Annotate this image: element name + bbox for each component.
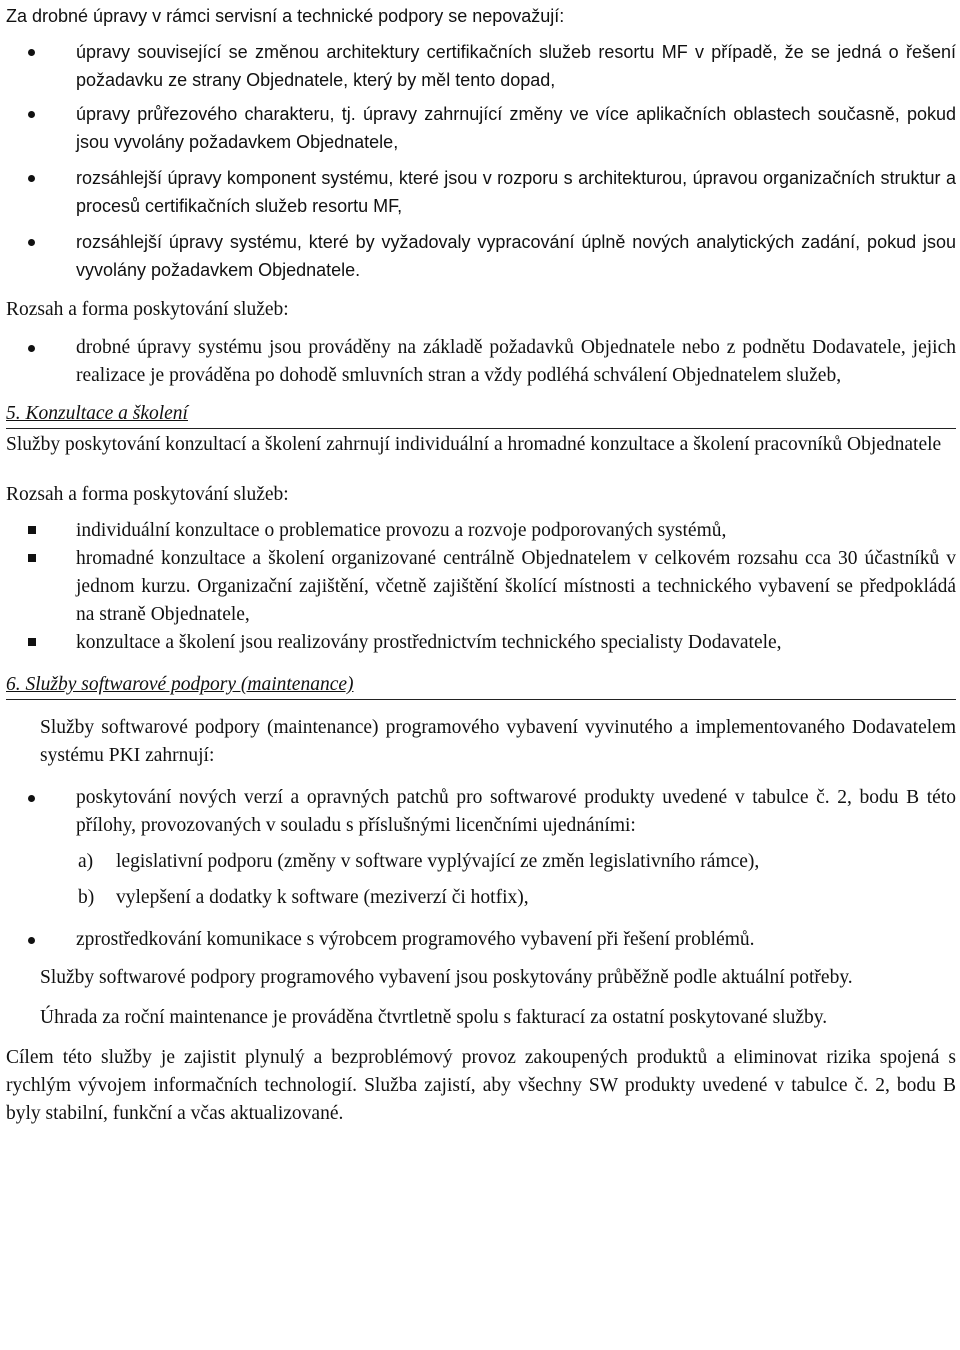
list-item-text: rozsáhlejší úpravy systému, které by vyžadovaly vypracování úplně nových analytických zadání, pokud jsou vyvolány požadavkem Objednatele. [76, 232, 956, 280]
list-item [6, 517, 956, 545]
list-item-text: individuální konzultace o problematice provozu a rozvoje podporovaných systémů, [76, 520, 727, 541]
list-item [6, 545, 956, 629]
bullet-dot-icon [28, 345, 35, 352]
list-item [6, 38, 956, 94]
minor-changes-list [6, 38, 956, 284]
section-6-paragraph-3: Cílem této služby je zajistit plynulý a bezproblémový provoz zakoupených produktů a eliminovat rizika spojená s rychlým vývojem informačních technologií. Služba zajistí, aby všechny SW produkty uvedené v tabulce č. 2, bodu B byly stabilní, funkční a včas aktualizované. [6, 1047, 956, 1124]
bullet-dot-icon [28, 239, 35, 246]
section-6-paragraph-1: Služby softwarové podpory programového vybavení jsou poskytovány průběžně podle aktuální potřeby. [40, 967, 853, 988]
sublist-letter: b) [78, 887, 95, 908]
section-6-heading-row [6, 671, 956, 700]
sublist-item [6, 848, 956, 876]
list-item-text: úpravy související se změnou architektury certifikačních služeb resortu MF v případě, že se jedná o řešení požadavku ze strany Objednatele, který by měl tento dopad, [76, 42, 956, 90]
list-item [6, 629, 956, 657]
bullet-square-icon [28, 554, 36, 562]
list-item [6, 784, 956, 840]
sublist-letter: a) [78, 851, 94, 872]
section-6-paragraph-2: Úhrada za roční maintenance je prováděna čtvrtletně spolu s fakturací za ostatní poskytované služby. [40, 1007, 828, 1028]
list-item [6, 926, 956, 954]
list-item [6, 228, 956, 284]
document-page [6, 0, 956, 1128]
section-6-intro: Služby softwarové podpory (maintenance) programového vybavení vyvinutého a implementovaného Dodavatelem systému PKI zahrnují: [40, 717, 956, 766]
sublist-text: legislativní podporu (změny v software vyplývající ze změn legislativního rámce), [116, 851, 760, 872]
list-item [6, 100, 956, 156]
section-5-heading-row [6, 400, 956, 429]
scope-label: Rozsah a forma poskytování služeb: [6, 299, 289, 320]
bullet-dot-icon [28, 795, 35, 802]
section-6-list [6, 784, 956, 840]
list-item [6, 334, 956, 390]
minor-changes-intro: Za drobné úpravy v rámci servisní a technické podpory se nepovažují: [6, 6, 565, 26]
list-item [6, 164, 956, 220]
section-5-list [6, 517, 956, 657]
sublist-text: vylepšení a dodatky k software (meziverzí či hotfix), [116, 887, 529, 908]
list-item-text: úpravy průřezového charakteru, tj. úpravy zahrnující změny ve více aplikačních oblastech současně, pokud jsou vyvolány požadavkem Objednatele, [76, 104, 956, 152]
list-item-text: drobné úpravy systému jsou prováděny na základě požadavků Objednatele nebo z podnětu Dodavatele, jejich realizace je prováděna po dohodě smluvních stran a vždy podléhá schválení Objednatelem služeb, [76, 337, 956, 386]
section-5-heading: 5. Konzultace a školení [6, 403, 188, 424]
list-item-text: poskytování nových verzí a opravných patchů pro softwarové produkty uvedené v tabulce č. 2, bodu B této přílohy, provozovaných v souladu s příslušnými licenčními ujednáními: [76, 787, 956, 836]
bullet-square-icon [28, 638, 36, 646]
scope-list [6, 334, 956, 390]
bullet-square-icon [28, 526, 36, 534]
bullet-dot-icon [28, 111, 35, 118]
list-item-text: konzultace a školení jsou realizovány prostřednictvím technického specialisty Dodavatele, [76, 632, 782, 653]
section-6-heading: 6. Služby softwarové podpory (maintenance) [6, 674, 354, 695]
section-6-list-2 [6, 926, 956, 954]
list-item-text: rozsáhlejší úpravy komponent systému, které jsou v rozporu s architekturou, úpravou organizačních struktur a procesů certifikačních služeb resortu MF, [76, 168, 956, 216]
bullet-dot-icon [28, 49, 35, 56]
bullet-dot-icon [28, 175, 35, 182]
list-item-text: hromadné konzultace a školení organizované centrálně Objednatelem v celkovém rozsahu cca 30 účastníků v jednom kurzu. Organizační zajištění, včetně zajištění školící místnosti a technického vybavení se předpokládá na straně Objednatele, [76, 548, 956, 625]
section-5-scope-label: Rozsah a forma poskytování služeb: [6, 484, 289, 505]
list-item-text: zprostředkování komunikace s výrobcem programového vybavení při řešení problémů. [76, 929, 755, 950]
section-6-sublist [6, 848, 956, 912]
bullet-dot-icon [28, 937, 35, 944]
sublist-item [6, 884, 956, 912]
section-5-description: Služby poskytování konzultací a školení zahrnují individuální a hromadné konzultace a školení pracovníků Objednatele [6, 434, 942, 455]
